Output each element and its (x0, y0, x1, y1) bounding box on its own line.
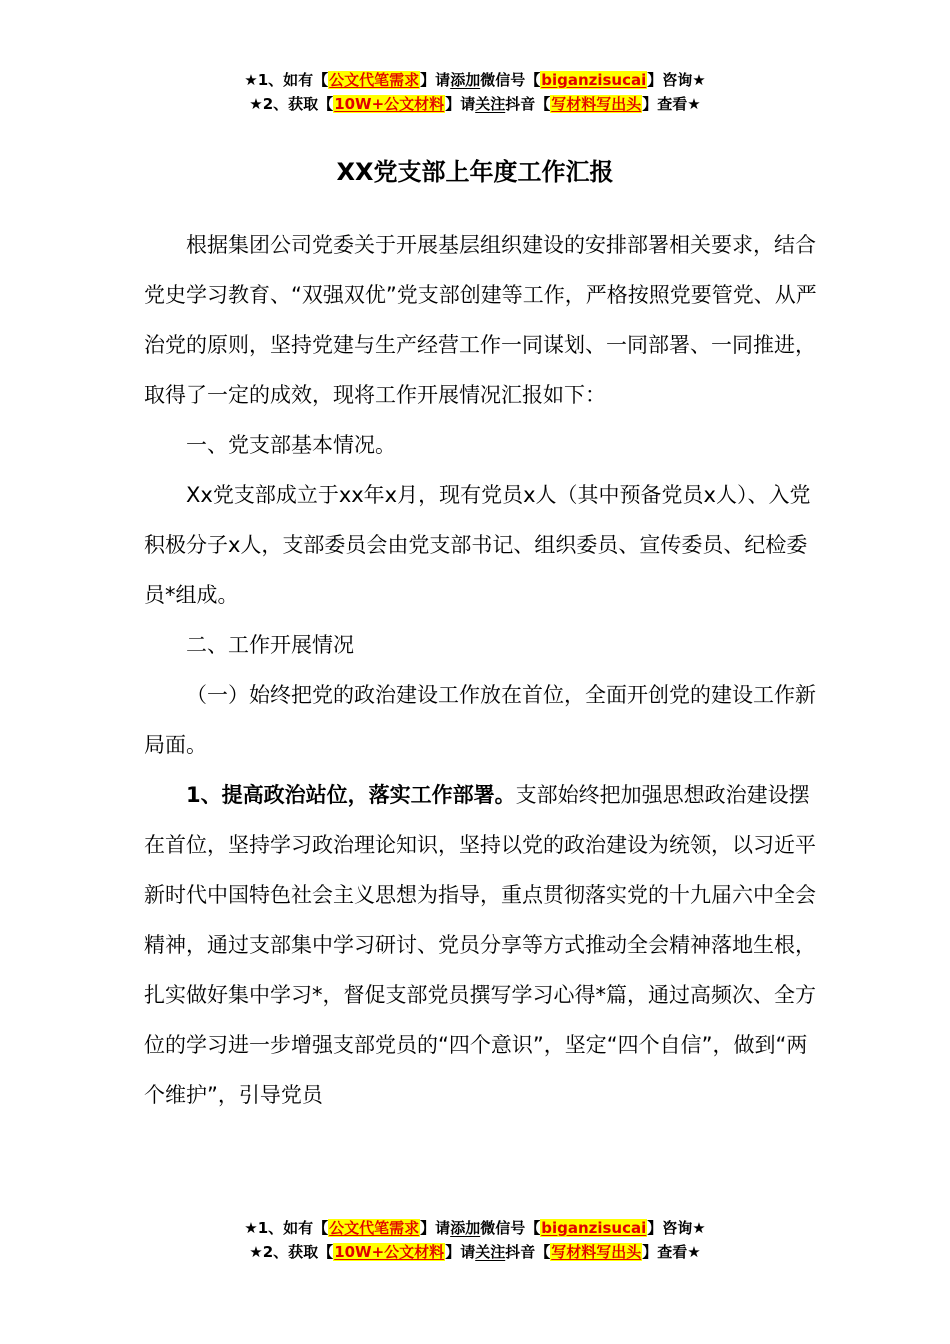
promo-line-2 (0, 1240, 950, 1264)
promo-text: 抖音【 (505, 95, 551, 113)
subsection-heading-1: （一）始终把党的政治建设工作放在首位，全面开创党的建设工作新局面。 (144, 683, 816, 757)
promo-line-1 (0, 68, 950, 92)
promo-highlight: 10W+公文材料 (334, 1243, 445, 1261)
promo-text: 】请 (445, 95, 476, 113)
promo-text: 抖音【 (505, 1243, 551, 1261)
promo-banner-top (0, 68, 950, 116)
promo-line-1 (0, 1216, 950, 1240)
promo-text: 微信号【 (480, 1219, 541, 1237)
promo-underlined: 关注 (475, 95, 506, 113)
promo-text: 】查看★ (642, 95, 701, 113)
promo-douyin-id: 写材料写出头 (551, 95, 642, 113)
promo-text: 】请 (420, 71, 451, 89)
promo-underlined: 添加 (450, 71, 481, 89)
promo-highlight: 10W+公文材料 (334, 95, 445, 113)
promo-underlined: 关注 (475, 1243, 506, 1261)
item-1-lead: 1、提高政治站位，落实工作部署。 (186, 783, 516, 807)
promo-text: 】咨询★ (647, 71, 706, 89)
promo-text: ★2、获取【 (249, 95, 334, 113)
promo-highlight: 公文代笔需求 (329, 1219, 420, 1237)
promo-underlined: 添加 (450, 1219, 481, 1237)
promo-text: ★1、如有【 (244, 1219, 329, 1237)
promo-text: 微信号【 (480, 71, 541, 89)
promo-text: ★2、获取【 (249, 1243, 334, 1261)
section-heading-1: 一、党支部基本情况。 (186, 433, 396, 457)
item-1-body: 支部始终把加强思想政治建设摆在首位，坚持学习政治理论知识，坚持以党的政治建设为统领，以习近平新时代中国特色社会主义思想为指导，重点贯彻落实党的十九届六中全会精神，通过支部集中学习研讨、党员分享等方式推动全会精神落地生根，扎实做好集中学习*，督促支部党员撰写学习心得*篇，通过高频次、全方位的学习进一步增强支部党员的“四个意识”，坚定“四个自信”，做到“两个维护”，引导党员 (144, 783, 816, 1107)
document-body (144, 220, 824, 1120)
promo-text: 】请 (420, 1219, 451, 1237)
intro-paragraph: 根据集团公司党委关于开展基层组织建设的安排部署相关要求，结合党史学习教育、“双强双优”党支部创建等工作，严格按照党要管党、从严治党的原则，坚持党建与生产经营工作一同谋划、一同部署、一同推进，取得了一定的成效，现将工作开展情况汇报如下： (144, 233, 817, 407)
promo-line-2 (0, 92, 950, 116)
promo-text: 】查看★ (642, 1243, 701, 1261)
promo-text: 】咨询★ (647, 1219, 706, 1237)
promo-wechat-id: biganzisucai (541, 71, 647, 89)
document-title: XX党支部上年度工作汇报 (336, 158, 614, 186)
promo-text: 】请 (445, 1243, 476, 1261)
promo-banner-bottom (0, 1216, 950, 1264)
basic-info-paragraph: Xx党支部成立于xx年x月，现有党员x人（其中预备党员x人）、入党积极分子x人，支部委员会由党支部书记、组织委员、宣传委员、纪检委员*组成。 (144, 483, 811, 607)
promo-douyin-id: 写材料写出头 (551, 1243, 642, 1261)
promo-wechat-id: biganzisucai (541, 1219, 647, 1237)
item-1-paragraph (144, 770, 824, 1120)
promo-highlight: 公文代笔需求 (329, 71, 420, 89)
section-heading-2: 二、工作开展情况 (186, 633, 354, 657)
promo-text: ★1、如有【 (244, 71, 329, 89)
